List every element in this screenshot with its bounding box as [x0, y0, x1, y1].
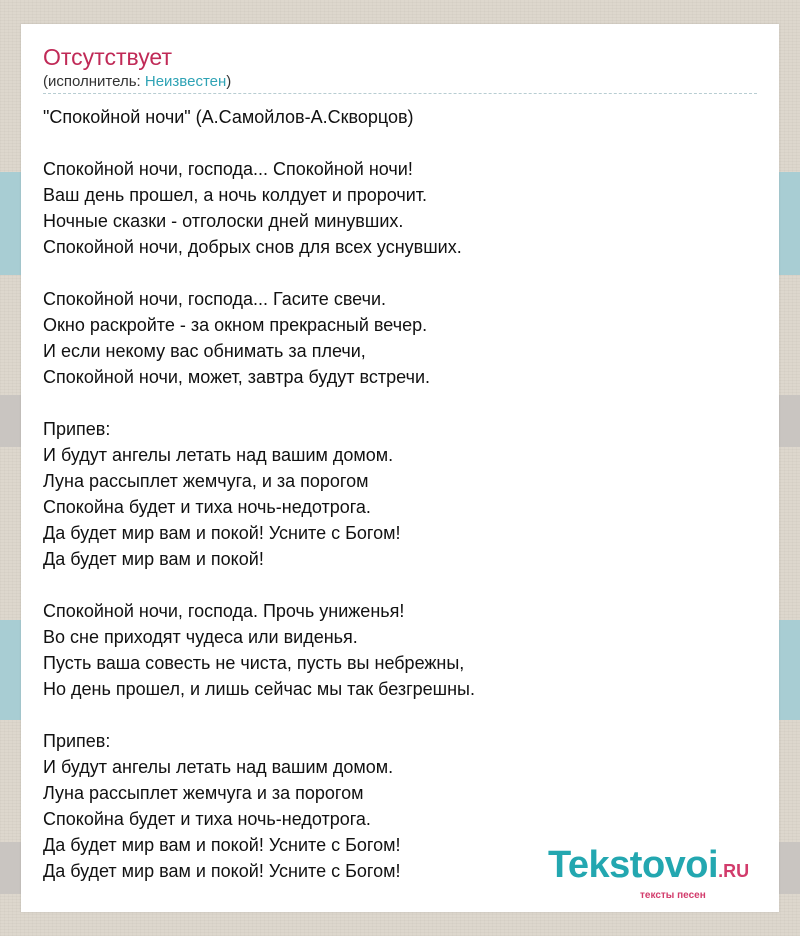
logo-tld: .RU — [718, 861, 750, 881]
lyric-line: Припев: — [43, 419, 111, 439]
lyric-line: Спокойной ночи, господа... Гасите свечи. — [43, 289, 387, 309]
lyric-line: Спокойна будет и тиха ночь-недотрога. — [43, 497, 371, 517]
lyric-line: Спокойной ночи, добрых снов для всех уснувших. — [43, 237, 462, 257]
lyric-line — [43, 130, 475, 156]
lyric-line: И если некому вас обнимать за плечи, — [43, 341, 366, 361]
lyric-line: Ночные сказки - отголоски дней минувших. — [43, 211, 404, 231]
lyric-line: Да будет мир вам и покой! Усните с Богом! — [43, 835, 401, 855]
performer-link[interactable]: Неизвестен — [144, 73, 227, 90]
logo-main: Tekstovoi — [548, 844, 719, 886]
lyrics-text — [43, 104, 475, 884]
lyric-line — [43, 572, 475, 598]
lyric-line: Но день прошел, и лишь сейчас мы так безгрешны. — [43, 679, 475, 699]
lyric-line: Во сне приходят чудеса или виденья. — [43, 627, 358, 647]
lyric-line: Спокойной ночи, господа... Спокойной ночи! — [43, 159, 413, 179]
lyric-line: И будут ангелы летать над вашим домом. — [43, 445, 394, 465]
lyric-line: Пусть ваша совесть не чиста, пусть вы небрежны, — [43, 653, 465, 673]
lyric-line: Луна рассыплет жемчуга, и за порогом — [43, 471, 369, 491]
site-logo[interactable] — [548, 844, 750, 901]
lyric-line: Ваш день прошел, а ночь колдует и пророчит. — [43, 185, 428, 205]
lyric-line: Спокойной ночи, господа. Прочь униженья! — [43, 601, 405, 621]
lyric-line: Луна рассыплет жемчуга и за порогом — [43, 783, 364, 803]
lyric-line: Да будет мир вам и покой! — [43, 549, 264, 569]
lyric-line: Окно раскройте - за окном прекрасный вечер. — [43, 315, 428, 335]
performer-line — [43, 73, 231, 91]
lyric-line: Припев: — [43, 731, 111, 751]
song-title: Отсутствует — [43, 44, 172, 70]
performer-prefix: (исполнитель: — [43, 73, 145, 90]
lyric-line — [43, 260, 475, 286]
lyric-line — [43, 702, 475, 728]
lyric-line: Спокойной ночи, может, завтра будут встречи. — [43, 367, 431, 387]
performer-suffix: ) — [226, 73, 232, 90]
lyric-line — [43, 390, 475, 416]
divider — [43, 93, 757, 94]
lyrics-card — [21, 24, 779, 912]
lyric-line: И будут ангелы летать над вашим домом. — [43, 757, 394, 777]
lyric-line: Да будет мир вам и покой! Усните с Богом! — [43, 861, 401, 881]
lyric-line: Да будет мир вам и покой! Усните с Богом! — [43, 523, 401, 543]
lyric-line: Спокойна будет и тиха ночь-недотрога. — [43, 809, 371, 829]
logo-tagline: тексты песен — [640, 890, 706, 901]
lyric-line: "Спокойной ночи" (А.Самойлов-А.Скворцов) — [43, 107, 414, 127]
